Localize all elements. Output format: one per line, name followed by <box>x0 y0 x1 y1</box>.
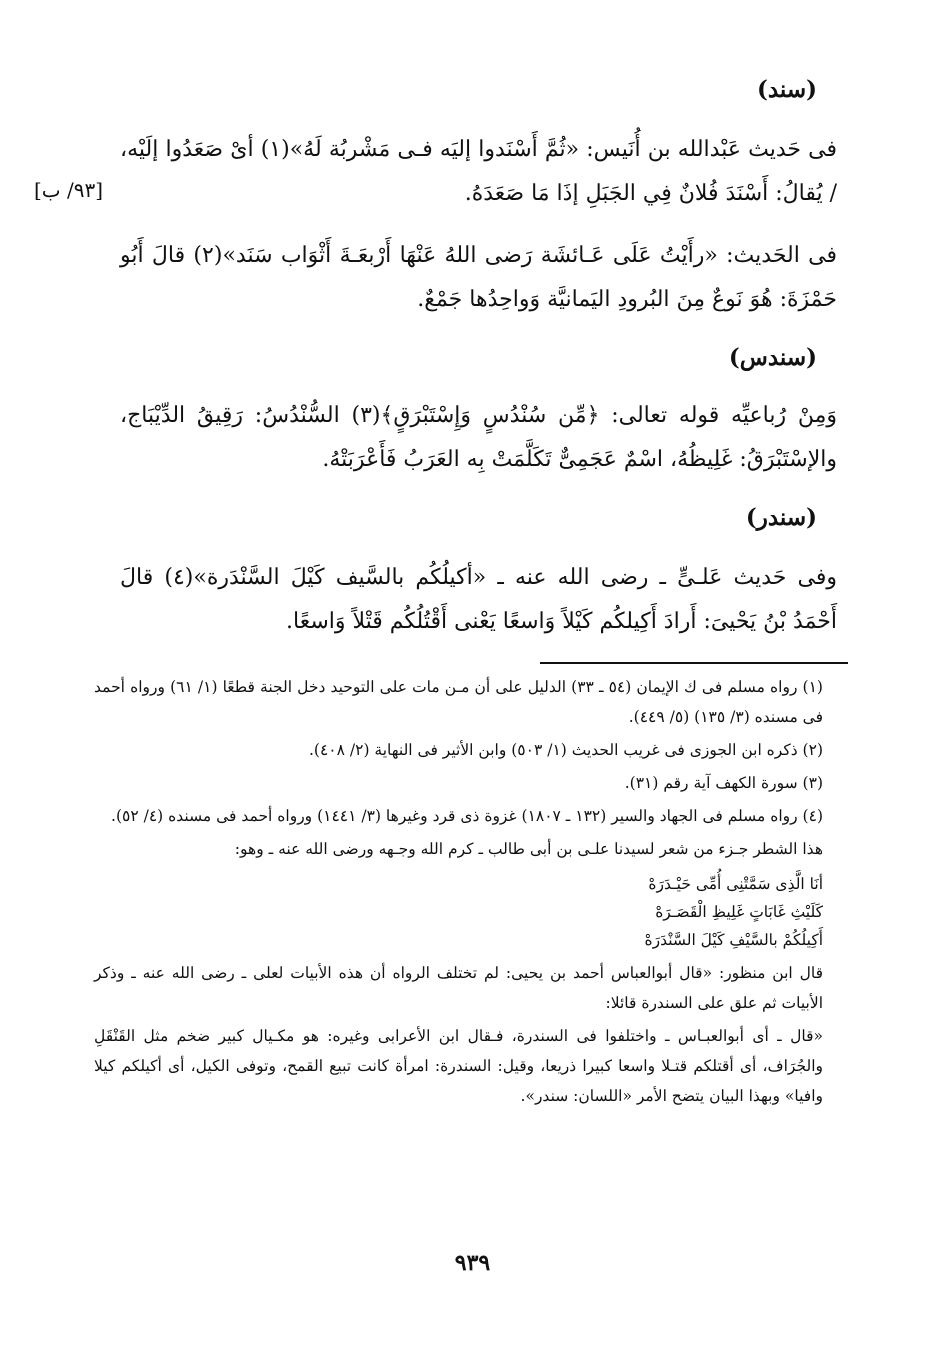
footnote-divider <box>540 662 848 664</box>
entry-paragraph: وفى حَديث عَلـىٍّ ـ رضى الله عنه ـ «أكيلُكُم بالسَّيف كَيْلَ السَّنْدَرة»(٤) قالَ أَحْمَدُ بْنُ يَحْيىَ: أَرادَ أَكِيلكُم كَيْلاً وَاسعًا يَعْنى أَقْتُلُكُم قَتْلاً وَاسعًا. <box>120 565 838 634</box>
poem-line: أنَا الَّذِى سَمَّتْنِى أُمِّى حَيْـدَرَهْ <box>648 875 823 893</box>
footnote: هذا الشطر جـزء من شعر لسيدنا علـى بن أبى طالب ـ كرم الله وجـهه ورضى الله عنه ـ وهو: <box>234 840 823 858</box>
page-number: ٩٣٩ <box>454 1250 491 1276</box>
poem-line: أَكِيلُكُمْ بالسَّيْفِ كَيْلَ السَّنْدَرَهْ <box>644 931 823 949</box>
footnote: «قال ـ أى أبوالعبـاس ـ واختلفوا فى السندرة، فـقال ابن الأعرابى وغيره: هو مكـيال كبير ضخم مثل القَنْقَلِ والجُرَاف، أى أقتلكم قتـلا واسعا كبيرا ذريعا، وقيل: السندرة: امرأة كانت تبيع القمح، وتوفى الكيل، أى أكيلكم كيلا وافيا» وبهذا البيان يتضح الأمر «اللسان: سندر». <box>94 1027 823 1105</box>
footnotes <box>94 672 823 1114</box>
footnote: (٤) رواه مسلم فى الجهاد والسير (١٣٢ ـ ١٨٠٧) غزوة ذى قرد وغيرها (٣/ ١٤٤١) ورواه أحمد فى مسنده (٤/ ٥٢). <box>111 807 823 825</box>
footnote: (٣) سورة الكهف آية رقم (٣١). <box>624 774 823 792</box>
folio-reference: [٩٣/ ب] <box>34 178 104 202</box>
entry-heading-sundus: (سندس) <box>728 344 817 371</box>
entry-heading-sanad: (سند) <box>756 76 817 103</box>
entry-heading-sandar: (سندر) <box>745 504 817 531</box>
entry-paragraph: وَمِنْ رُباعيِّه قوله تعالى: ﴿مِّن سُنْدُسٍ وَإِسْتَبْرَقٍ﴾(٣) السُّنْدُسُ: رَقِيقُ الدِّيْبَاج، والإسْتَبْرَقُ: غَلِيظُهُ، اسْمٌ عَجَمِىٌّ تَكَلَّمَتْ بِه العَرَبُ فَأَعْرَبَتْهُ. <box>120 403 837 472</box>
footnote: (٢) ذكره ابن الجوزى فى غريب الحديث (١/ ٥٠٣) وابن الأثير فى النهاية (٢/ ٤٠٨). <box>308 741 823 759</box>
footnote: (١) رواه مسلم فى ك الإيمان (٥٤ ـ ٣٣) الدليل على أن مـن مات على التوحيد دخل الجنة قطعًا (١/ ٦١) ورواه أحمد فى مسنده (٣/ ١٣٥) (٥/ ٤٤٩). <box>94 678 823 726</box>
poem-line: كَلَيْثِ غَابَاتٍ غَلِيظِ الْقَصَـرَهْ <box>655 903 823 921</box>
entry-paragraph: فى حَديث عَبْدالله بن أُنَيس: «ثُمَّ أَسْنَدوا إليَه فـى مَشْربُة لَهُ»(١) أىْ صَعَدُوا إلَيْه، / يُقالُ: أَسْنَدَ فُلانٌ فِي الجَبَلِ إذَا مَا صَعَدَهُ. <box>120 137 837 206</box>
poem <box>94 870 823 954</box>
footnote: قال ابن منظور: «قال أبوالعباس أحمد بن يحيى: لم تختلف الرواه أن هذه الأبيات لعلى ـ رضى الله عنه ـ وذكر الأبيات ثم علق على السندرة قائلا: <box>94 964 823 1012</box>
entry-paragraph: فى الحَديث: «رأَيْتُ عَلَى عَـائشَة رَضى اللهُ عَنْهَا أَرْبعَـةَ أَثْوَاب سَنَد»(٢) قالَ أَبُو حَمْزَةَ: هُوَ نَوعٌ مِنَ البُرودِ اليَمانيَّة وَواحِدُها جَمْعٌ. <box>120 243 838 312</box>
